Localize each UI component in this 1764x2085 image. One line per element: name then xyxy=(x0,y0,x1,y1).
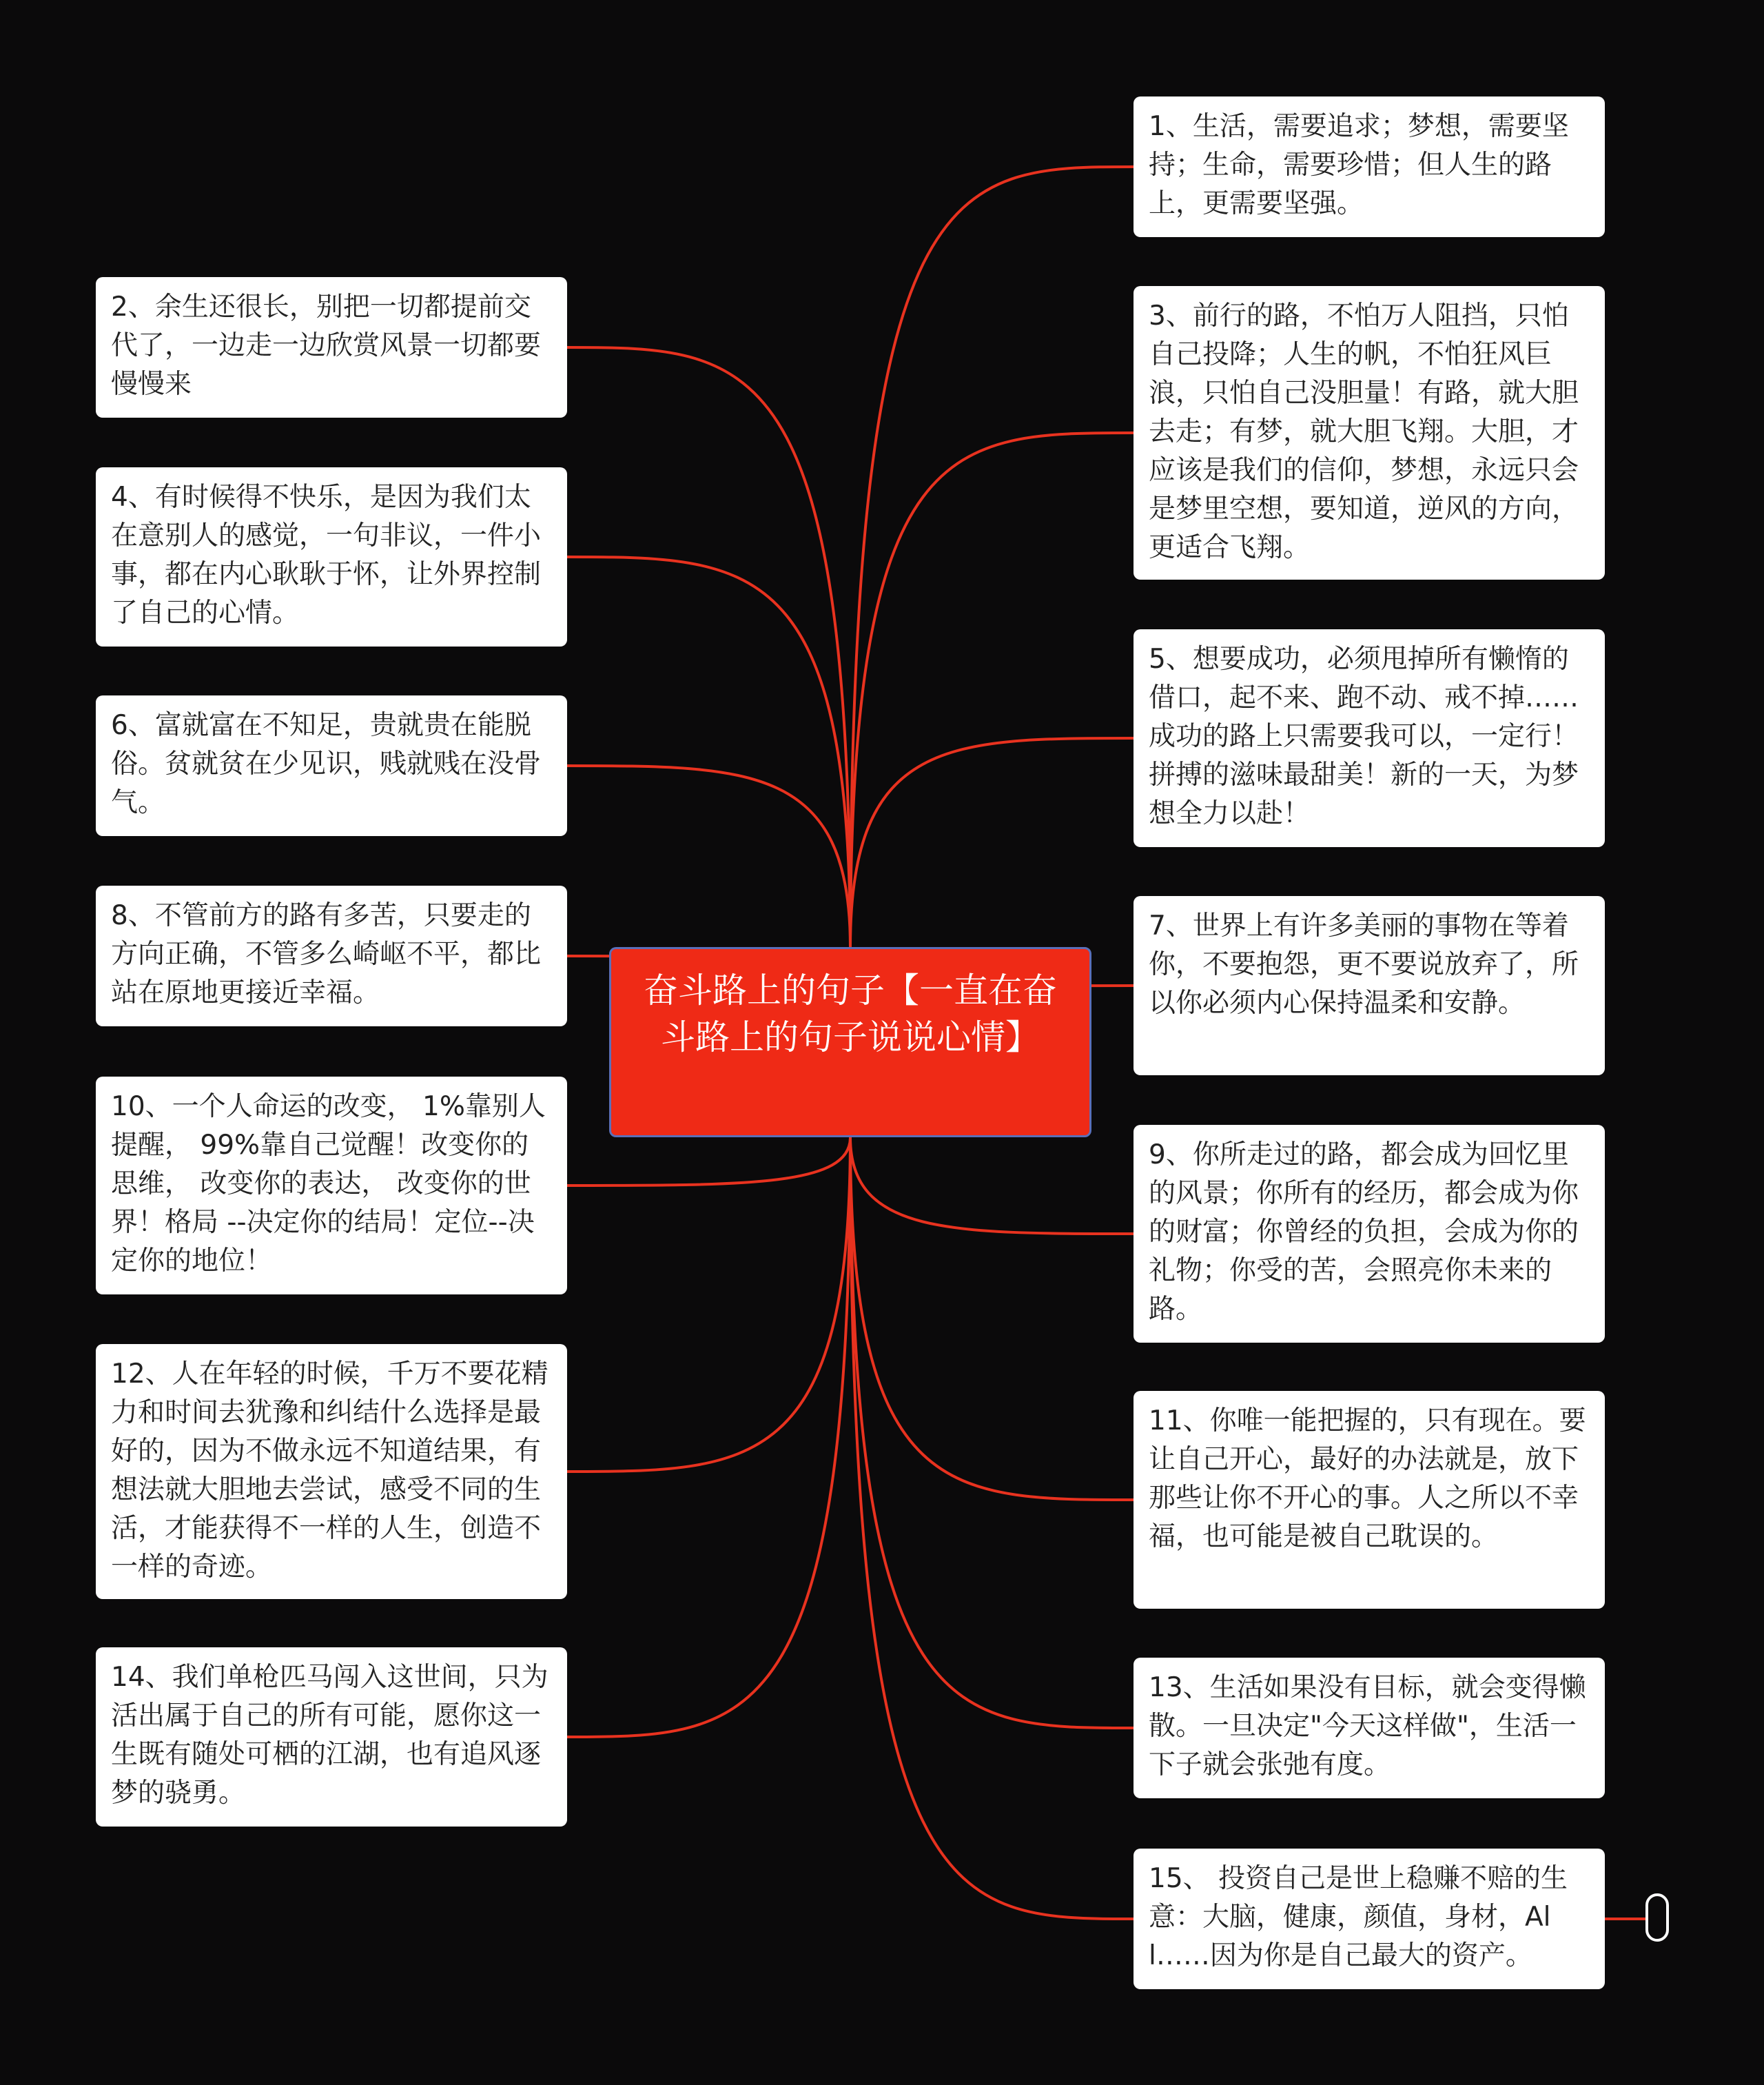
branch-node-6[interactable]: 6、富就富在不知足，贵就贵在能脱俗。贫就贫在少见识，贱就贱在没骨气。 xyxy=(96,695,567,836)
branch-node-2[interactable]: 2、余生还很长，别把一切都提前交代了，一边走一边欣赏风景一切都要慢慢来 xyxy=(96,277,567,418)
connector-n15 xyxy=(850,1137,1134,1919)
connector-n13 xyxy=(850,1137,1134,1728)
connector-n11 xyxy=(850,1137,1134,1500)
branch-node-8[interactable]: 8、不管前方的路有多苦，只要走的方向正确，不管多么崎岖不平，都比站在原地更接近幸福。 xyxy=(96,886,567,1026)
branch-node-1[interactable]: 1、生活，需要追求；梦想，需要坚持；生命，需要珍惜；但人生的路上，更需要坚强。 xyxy=(1134,96,1605,237)
connector-n5 xyxy=(850,738,1134,947)
connector-n6 xyxy=(567,766,850,947)
branch-node-14[interactable]: 14、我们单枪匹马闯入这世间，只为活出属于自己的所有可能，愿你这一生既有随处可栖的江湖，也有追风逐梦的骁勇。 xyxy=(96,1647,567,1827)
branch-node-12[interactable]: 12、人在年轻的时候，千万不要花精力和时间去犹豫和纠结什么选择是最好的，因为不做永远不知道结果，有想法就大胆地去尝试，感受不同的生活，才能获得不一样的人生，创造不一样的奇迹。 xyxy=(96,1344,567,1599)
branch-node-10[interactable]: 10、一个人命运的改变， 1%靠别人提醒， 99%靠自己觉醒！改变你的思维， 改变你的表达， 改变你的世界！格局 --决定你的结局！定位--决定你的地位！ xyxy=(96,1077,567,1294)
branch-node-9[interactable]: 9、你所走过的路，都会成为回忆里的风景；你所有的经历，都会成为你的财富；你曾经的负担，会成为你的礼物；你受的苦，会照亮你未来的路。 xyxy=(1134,1125,1605,1343)
branch-node-11[interactable]: 11、你唯一能把握的，只有现在。要让自己开心，最好的办法就是，放下那些让你不开心的事。人之所以不幸福，也可能是被自己耽误的。 xyxy=(1134,1391,1605,1609)
connector-n12 xyxy=(567,1137,850,1472)
connector-n4 xyxy=(567,557,850,947)
branch-node-3[interactable]: 3、前行的路，不怕万人阻挡，只怕自己投降；人生的帆，不怕狂风巨浪，只怕自己没胆量！有路，就大胆去走；有梦，就大胆飞翔。大胆，才应该是我们的信仰，梦想，永远只会是梦里空想，要知道，逆风的方向，更适合飞翔。 xyxy=(1134,286,1605,580)
branch-node-7[interactable]: 7、世界上有许多美丽的事物在等着你，不要抱怨，更不要说放弃了，所以你必须内心保持温柔和安静。 xyxy=(1134,896,1605,1075)
connector-n9 xyxy=(850,1137,1134,1234)
connector-n10 xyxy=(567,1137,850,1186)
branch-node-5[interactable]: 5、想要成功，必须甩掉所有懒惰的借口，起不来、跑不动、戒不掉……成功的路上只需要我可以，一定行！拼搏的滋味最甜美！新的一天，为梦想全力以赴！ xyxy=(1134,629,1605,847)
connector-n3 xyxy=(850,433,1134,947)
root-topic[interactable]: 奋斗路上的句子【一直在奋斗路上的句子说说心情】 xyxy=(609,947,1091,1137)
branch-node-13[interactable]: 13、生活如果没有目标，就会变得懒散。一旦决定"今天这样做"，生活一下子就会张弛有度。 xyxy=(1134,1658,1605,1798)
branch-node-4[interactable]: 4、有时候得不快乐，是因为我们太在意别人的感觉，一句非议，一件小事，都在内心耿耿于怀，让外界控制了自己的心情。 xyxy=(96,467,567,647)
collapse-toggle-icon[interactable] xyxy=(1645,1893,1669,1942)
connector-n14 xyxy=(567,1137,850,1737)
branch-node-15[interactable]: 15、 投资自己是世上稳赚不赔的生意：大脑，健康，颜值，身材，All……因为你是自己最大的资产。 xyxy=(1134,1849,1605,1989)
